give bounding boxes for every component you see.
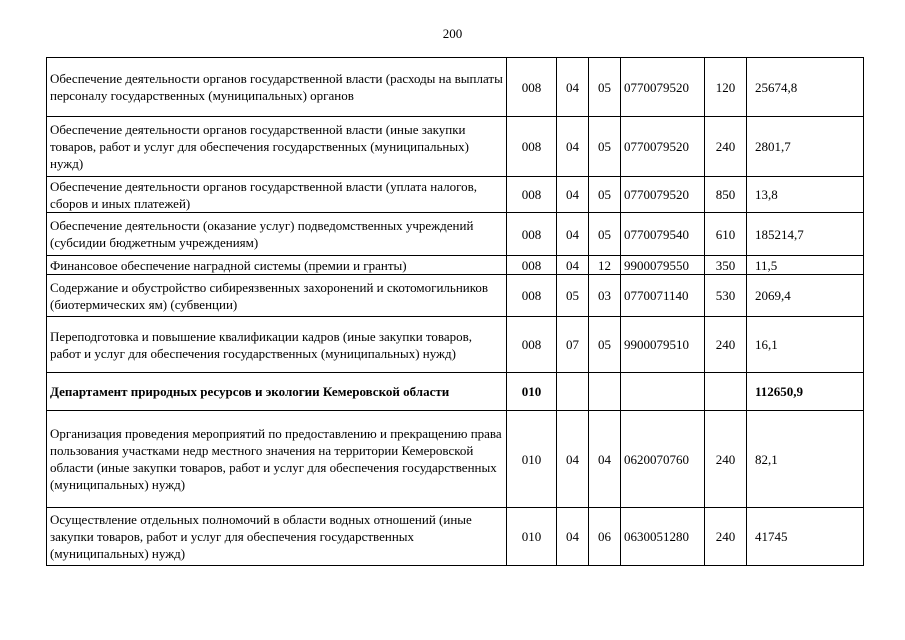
row-expense-type: 530 — [705, 275, 747, 317]
row-amount: 11,5 — [747, 256, 864, 275]
row-description: Содержание и обустройство сибиреязвенных захоронений и скотомогильников (биотермических ям) (субвенции) — [47, 275, 507, 317]
row-expense-type: 240 — [705, 317, 747, 373]
row-expense-type: 120 — [705, 58, 747, 117]
table-row — [47, 508, 864, 566]
row-ministry-code: 008 — [507, 256, 557, 275]
row-ministry-code: 008 — [507, 58, 557, 117]
row-expense-type: 350 — [705, 256, 747, 275]
row-section-code: 04 — [557, 256, 589, 275]
row-amount: 16,1 — [747, 317, 864, 373]
row-description: Обеспечение деятельности органов государственной власти (иные закупки товаров, работ и услуг для обеспечения государственных (муниципальных) нужд) — [47, 117, 507, 177]
row-amount: 41745 — [747, 508, 864, 566]
row-description: Обеспечение деятельности (оказание услуг) подведомственных учреждений (субсидии бюджетным учреждениям) — [47, 213, 507, 256]
row-subsection-code — [589, 373, 621, 411]
row-expense-type — [705, 373, 747, 411]
row-subsection-code: 04 — [589, 411, 621, 508]
table-row — [47, 58, 864, 117]
row-target-article: 0770079520 — [621, 117, 705, 177]
row-description: Департамент природных ресурсов и экологии Кемеровской области — [47, 373, 507, 411]
row-section-code: 04 — [557, 213, 589, 256]
row-section-code: 04 — [557, 58, 589, 117]
row-target-article — [621, 373, 705, 411]
page-number: 200 — [442, 26, 463, 41]
table-row-department — [47, 373, 864, 411]
row-section-code: 07 — [557, 317, 589, 373]
row-subsection-code: 03 — [589, 275, 621, 317]
row-amount: 112650,9 — [747, 373, 864, 411]
row-subsection-code: 12 — [589, 256, 621, 275]
table-row — [47, 411, 864, 508]
row-subsection-code: 05 — [589, 177, 621, 213]
row-description: Обеспечение деятельности органов государственной власти (уплата налогов, сборов и иных платежей) — [47, 177, 507, 213]
row-ministry-code: 010 — [507, 411, 557, 508]
row-ministry-code: 008 — [507, 177, 557, 213]
row-expense-type: 610 — [705, 213, 747, 256]
table-row — [47, 275, 864, 317]
row-subsection-code: 05 — [589, 117, 621, 177]
row-amount: 13,8 — [747, 177, 864, 213]
table-row — [47, 177, 864, 213]
budget-table — [46, 57, 864, 566]
row-target-article: 0630051280 — [621, 508, 705, 566]
row-section-code: 04 — [557, 508, 589, 566]
row-section-code: 05 — [557, 275, 589, 317]
row-amount: 25674,8 — [747, 58, 864, 117]
row-target-article: 0770079540 — [621, 213, 705, 256]
row-description: Переподготовка и повышение квалификации кадров (иные закупки товаров, работ и услуг для обеспечения государственных (муниципальных) нужд) — [47, 317, 507, 373]
row-expense-type: 240 — [705, 411, 747, 508]
row-amount: 2069,4 — [747, 275, 864, 317]
row-target-article: 0770071140 — [621, 275, 705, 317]
row-description: Организация проведения мероприятий по предоставлению и прекращению права пользования участками недр местного значения на территории Кемеровской области (иные закупки товаров, работ и услуг для обеспечения государственных (муниципальных) нужд) — [47, 411, 507, 508]
row-subsection-code: 06 — [589, 508, 621, 566]
row-amount: 82,1 — [747, 411, 864, 508]
table-row — [47, 256, 864, 275]
row-expense-type: 240 — [705, 117, 747, 177]
row-ministry-code: 008 — [507, 317, 557, 373]
row-section-code: 04 — [557, 117, 589, 177]
row-ministry-code: 008 — [507, 213, 557, 256]
row-amount: 2801,7 — [747, 117, 864, 177]
row-target-article: 0770079520 — [621, 177, 705, 213]
row-description: Обеспечение деятельности органов государственной власти (расходы на выплаты персоналу государственных (муниципальных) органов — [47, 58, 507, 117]
table-row — [47, 317, 864, 373]
row-target-article: 9900079550 — [621, 256, 705, 275]
table-row — [47, 213, 864, 256]
row-ministry-code: 010 — [507, 508, 557, 566]
row-amount: 185214,7 — [747, 213, 864, 256]
row-target-article: 9900079510 — [621, 317, 705, 373]
row-section-code — [557, 373, 589, 411]
row-subsection-code: 05 — [589, 317, 621, 373]
row-expense-type: 850 — [705, 177, 747, 213]
row-description: Осуществление отдельных полномочий в области водных отношений (иные закупки товаров, работ и услуг для обеспечения государственных (муниципальных) нужд) — [47, 508, 507, 566]
table-row — [47, 117, 864, 177]
row-target-article: 0620070760 — [621, 411, 705, 508]
row-subsection-code: 05 — [589, 58, 621, 117]
row-section-code: 04 — [557, 177, 589, 213]
row-target-article: 0770079520 — [621, 58, 705, 117]
row-description: Финансовое обеспечение наградной системы (премии и гранты) — [47, 256, 507, 275]
row-ministry-code: 008 — [507, 275, 557, 317]
row-expense-type: 240 — [705, 508, 747, 566]
row-ministry-code: 010 — [507, 373, 557, 411]
row-ministry-code: 008 — [507, 117, 557, 177]
row-subsection-code: 05 — [589, 213, 621, 256]
row-section-code: 04 — [557, 411, 589, 508]
